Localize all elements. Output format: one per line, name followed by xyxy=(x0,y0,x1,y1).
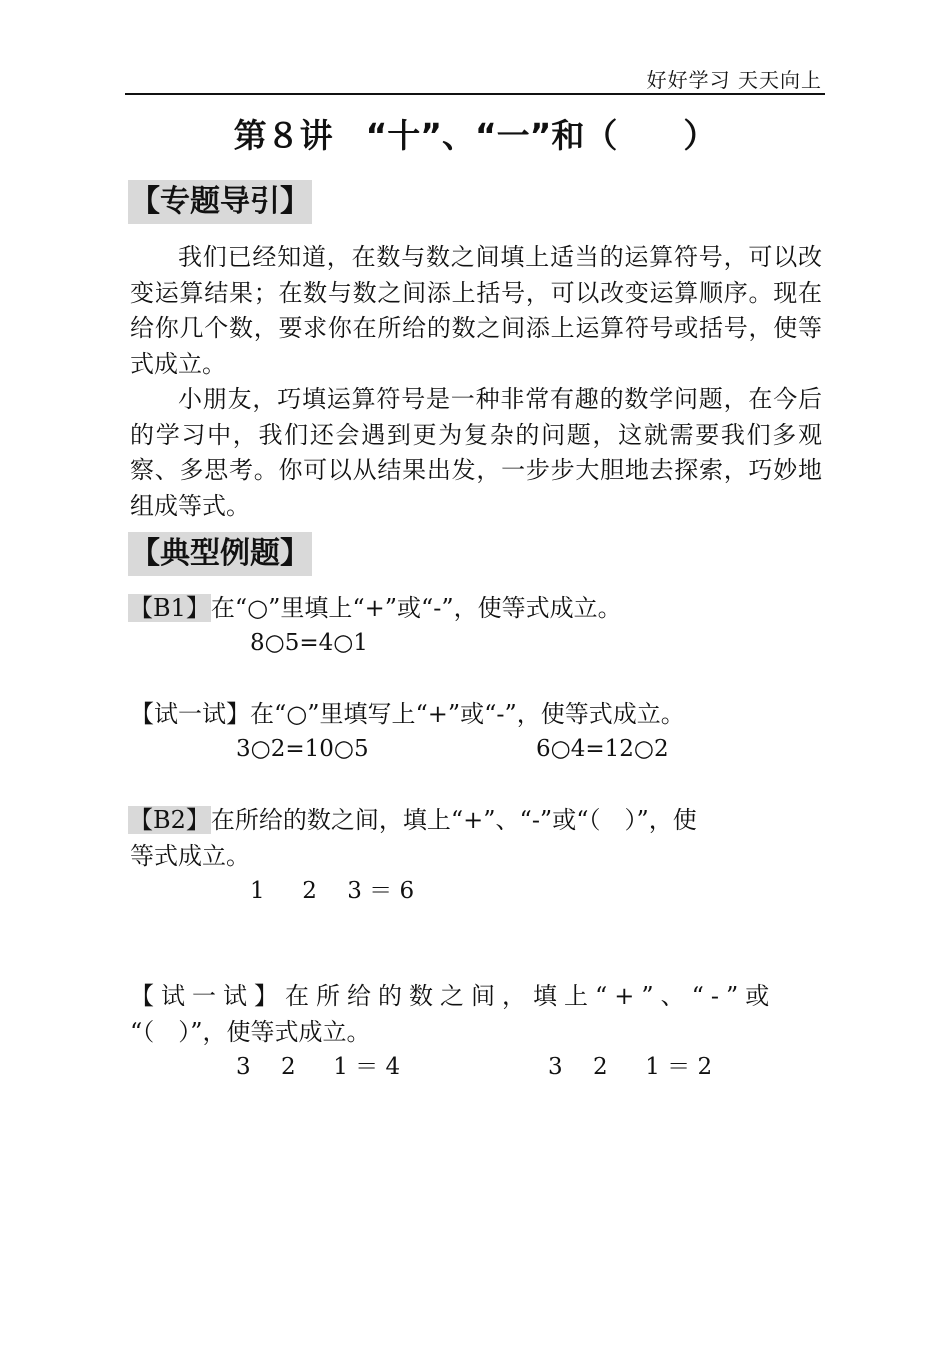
intro-heading: 【专题导引】 xyxy=(128,180,312,224)
try-1 xyxy=(130,698,685,730)
header-slogan: 好好学习 天天向上 xyxy=(646,68,822,92)
example-b2-text-1: 在所给的数之间，填上“+”、“-”或“（ ）”，使 xyxy=(210,806,697,834)
header-rule xyxy=(125,93,825,95)
intro-paragraph-1: 我们已经知道，在数与数之间填上适当的运算符号，可以改变运算结果；在数与数之间添上括号，可以改变运算顺序。现在给你几个数，要求你在所给的数之间添上运算符号或括号，使等式成立。 xyxy=(130,243,822,378)
example-b1-text: 在“○”里填上“+”或“-”，使等式成立。 xyxy=(210,594,622,622)
try-2-equation-1: 3 2 1 ＝ 4 xyxy=(236,1054,401,1080)
example-b1-equation: 8○5=4○1 xyxy=(250,630,368,656)
try-2-text-1: 【试一试】在所给的数之间，填上“+”、“-”或 xyxy=(130,982,777,1010)
example-b2 xyxy=(128,804,697,836)
try-1-equation-2: 6○4=12○2 xyxy=(536,736,669,762)
example-b2-tag: 【B2】 xyxy=(129,806,210,834)
example-b1 xyxy=(128,592,622,624)
example-b2-text-2: 等式成立。 xyxy=(130,842,250,870)
examples-heading: 【典型例题】 xyxy=(128,532,312,576)
intro-paragraph-2: 小朋友，巧填运算符号是一种非常有趣的数学问题，在今后的学习中，我们还会遇到更为复杂的问题，这就需要我们多观察、多思考。你可以从结果出发，一步步大胆地去探索，巧妙地组成等式。 xyxy=(130,385,822,520)
try-1-text: 在“○”里填写上“+”或“-”，使等式成立。 xyxy=(250,700,685,728)
try-1-equation-1: 3○2=10○5 xyxy=(236,736,369,762)
example-b2-equation: 1 2 3 ＝ 6 xyxy=(250,878,415,904)
try-1-tag: 【试一试】 xyxy=(130,700,250,728)
lecture-title: 第８讲 “十”、“一”和（ ） xyxy=(233,116,717,155)
try-2-text-2: “（ ）”，使等式成立。 xyxy=(130,1018,371,1046)
example-b1-tag: 【B1】 xyxy=(129,594,210,622)
try-2-equation-2: 3 2 1 ＝ 2 xyxy=(548,1054,713,1080)
